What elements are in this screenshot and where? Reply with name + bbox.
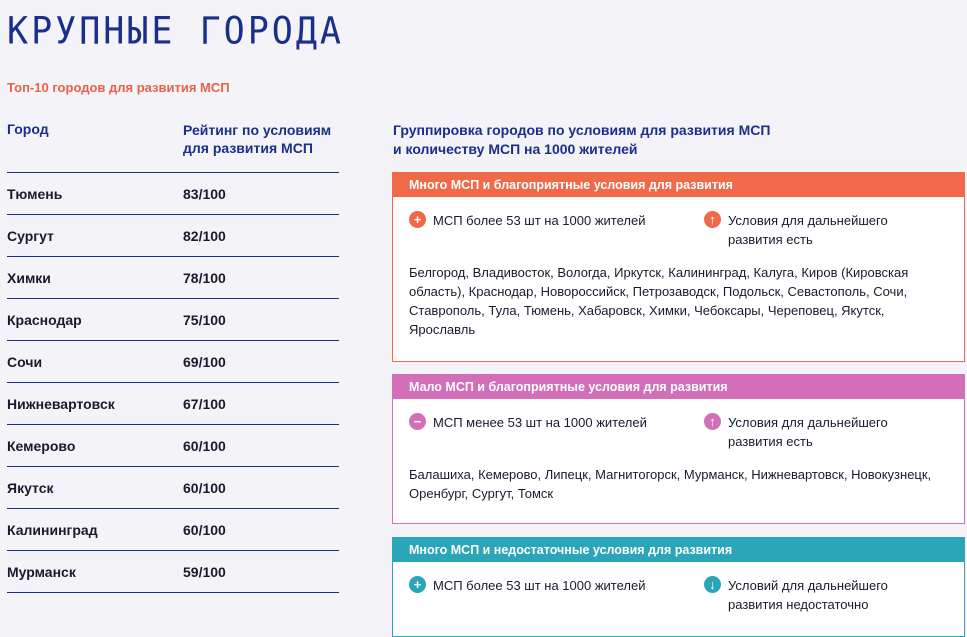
table-row [7,467,339,509]
condition-text-line1: Условия для дальнейшего [728,415,888,430]
plus-icon: + [409,211,426,228]
column-header-score [183,121,331,172]
city-name: Якутск [7,479,54,496]
column-header-score-line2: для развития МСП [183,140,313,156]
city-score: 75/100 [183,311,226,328]
plus-icon: + [409,576,426,593]
group-conditions [393,197,964,257]
condition-text [728,211,888,249]
condition-msp-count [409,413,647,432]
ranking-table-body [7,173,339,593]
condition-text: МСП более 53 шт на 1000 жителей [433,213,646,228]
table-row [7,173,339,215]
condition-text-line1: Условия для дальнейшего [728,213,888,228]
condition-text-line2: развития есть [728,232,813,247]
condition-msp-count [409,576,645,595]
city-score: 82/100 [183,227,226,244]
city-name: Калининград [7,521,98,538]
city-score: 67/100 [183,395,226,412]
city-score: 78/100 [183,269,226,286]
condition-text: МСП менее 53 шт на 1000 жителей [433,415,647,430]
condition-text-line2: развития недостаточно [728,597,869,612]
table-row [7,509,339,551]
condition-development [704,576,924,614]
group-header: Много МСП и недостаточные условия для развития [393,538,964,562]
column-header-score-line1: Рейтинг по условиям [183,122,332,138]
group-header: Мало МСП и благоприятные условия для развития [393,375,964,399]
group-box-many-favorable [392,172,965,362]
condition-development [704,211,924,249]
group-conditions [393,562,964,622]
arrow-up-icon: ↑ [704,211,721,228]
condition-text [728,576,888,614]
city-score: 60/100 [183,437,226,454]
table-row [7,257,339,299]
table-row [7,341,339,383]
city-name: Мурманск [7,563,76,580]
grouping-title-line1: Группировка городов по условиям для развития МСП [393,122,771,138]
subtitle: Топ-10 городов для развития МСП [7,80,230,95]
grouping-title [393,121,770,159]
condition-text: МСП более 53 шт на 1000 жителей [433,578,646,593]
city-score: 69/100 [183,353,226,370]
ranking-table-header [7,121,339,173]
condition-msp-count [409,211,645,230]
condition-development [704,413,924,451]
group-box-few-favorable [392,374,965,524]
ranking-table [7,121,339,593]
condition-text-line1: Условий для дальнейшего [728,578,888,593]
city-name: Химки [7,269,51,286]
city-name: Нижневартовск [7,395,115,412]
table-row [7,383,339,425]
arrow-down-icon: ↓ [704,576,721,593]
city-score: 60/100 [183,479,226,496]
column-header-city: Город [7,121,49,137]
table-row [7,425,339,467]
condition-text-line2: развития есть [728,434,813,449]
minus-icon: − [409,413,426,430]
city-name: Сочи [7,353,43,370]
table-row [7,551,339,593]
city-score: 60/100 [183,521,226,538]
arrow-up-icon: ↑ [704,413,721,430]
grouping-title-line2: и количеству МСП на 1000 жителей [393,141,638,157]
group-header: Много МСП и благоприятные условия для развития [393,173,964,197]
city-score: 83/100 [183,185,226,202]
group-cities: Балашиха, Кемерово, Липецк, Магнитогорск, Мурманск, Нижневартовск, Новокузнецк, Оренбург, Сургут, Томск [409,467,932,501]
city-name: Тюмень [7,185,63,202]
table-row [7,215,339,257]
page-title: КРУПНЫЕ ГОРОДА [7,10,345,54]
table-row [7,299,339,341]
group-conditions [393,399,964,459]
group-box-many-insufficient [392,537,965,637]
group-cities: Белгород, Владивосток, Вологда, Иркутск, Калининград, Калуга, Киров (Кировская область), Краснодар, Новороссийск, Петрозаводск, Подольск, Севастополь, Сочи, Ставрополь, Тула, Тюмень, Хабаровск, Химки, Чебоксары, Череповец, Якутск, Ярославль [409,265,909,337]
city-name: Краснодар [7,311,82,328]
city-name: Сургут [7,227,54,244]
city-score: 59/100 [183,563,226,580]
condition-text [728,413,888,451]
city-name: Кемерово [7,437,76,454]
